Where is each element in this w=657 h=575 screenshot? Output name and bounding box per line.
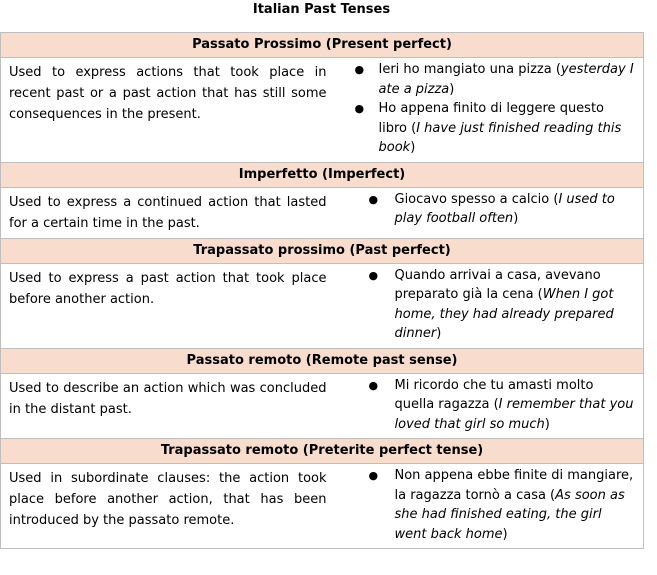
example-english: When I got home, they had already prepared dinner xyxy=(394,287,614,341)
tense-heading: Trapassato prossimo (Past perfect) xyxy=(1,238,644,263)
tense-examples xyxy=(335,373,644,439)
example-english: I have just finished reading this book xyxy=(378,120,622,155)
tense-description: Used to describe an action which was concluded in the distant past. xyxy=(1,373,335,439)
example-english: I used to play football often xyxy=(394,191,615,226)
tense-description: Used to express a past action that took place before another action. xyxy=(1,263,335,348)
example-close: ) xyxy=(449,81,455,97)
example-italian: Ho appena finito di leggere questo libro ( xyxy=(378,101,605,136)
tense-description: Used to express a continued action that lasted for a certain time in the past. xyxy=(1,187,335,238)
example-item xyxy=(335,466,636,544)
example-item xyxy=(335,376,636,435)
bullet-icon: ● xyxy=(368,378,379,392)
bullet-icon: ● xyxy=(354,63,365,76)
example-close: ) xyxy=(436,326,442,341)
bullet-icon: ● xyxy=(368,469,379,482)
example-english: As soon as she had finished eating, the girl went back home xyxy=(394,487,625,542)
tense-description: Used to express actions that took place in recent past or a past action that has still some consequences in the present. xyxy=(1,58,335,163)
example-list xyxy=(335,190,636,229)
tense-examples xyxy=(335,58,644,163)
bullet-icon: ● xyxy=(368,192,379,206)
example-close: ) xyxy=(544,416,550,432)
tense-heading-row xyxy=(1,162,644,187)
example-italian: Non appena ebbe finite di mangiare, la ragazza tornò a casa ( xyxy=(394,468,634,503)
bullet-icon: ● xyxy=(354,102,365,115)
tense-examples xyxy=(335,187,644,238)
example-english: I remember that you loved that girl so much xyxy=(394,397,634,432)
example-italian: Mi ricordo che tu amasti molto quella ragazza ( xyxy=(394,377,594,412)
example-close: ) xyxy=(502,526,508,542)
example-list xyxy=(335,376,636,435)
tense-heading-row xyxy=(1,439,644,464)
tense-description: Used in subordinate clauses: the action took place before another action, that has been introduced by the passato remote. xyxy=(1,464,335,549)
document-title: Italian Past Tenses xyxy=(252,2,391,17)
example-close: ) xyxy=(513,211,519,226)
example-list xyxy=(335,266,636,344)
tense-heading: Passato Prossimo (Present perfect) xyxy=(1,33,644,58)
example-item xyxy=(335,99,636,158)
example-item xyxy=(335,266,636,344)
example-item xyxy=(335,190,636,229)
tense-examples xyxy=(335,464,644,549)
example-list xyxy=(335,466,636,544)
example-italian: Ieri ho mangiato una pizza ( xyxy=(378,62,561,77)
tense-heading-row xyxy=(1,348,644,373)
tense-examples xyxy=(335,263,644,348)
tense-heading-row xyxy=(1,238,644,263)
tense-content-row xyxy=(1,373,644,439)
tense-content-row xyxy=(1,187,644,238)
example-english: yesterday I ate a pizza xyxy=(378,62,634,97)
bullet-icon: ● xyxy=(368,268,379,282)
tense-content-row xyxy=(1,58,644,163)
tense-content-row xyxy=(1,263,644,348)
example-item xyxy=(335,60,636,99)
example-list xyxy=(335,60,636,158)
tense-heading: Trapassato remoto (Preterite perfect tense) xyxy=(1,439,644,464)
tense-heading-row xyxy=(1,33,644,58)
tense-heading: Imperfetto (Imperfect) xyxy=(1,162,644,187)
tense-heading: Passato remoto (Remote past sense) xyxy=(1,348,644,373)
example-italian: Giocavo spesso a calcio ( xyxy=(394,191,559,207)
tenses-table xyxy=(0,32,644,549)
example-close: ) xyxy=(410,140,416,155)
tense-content-row xyxy=(1,464,644,549)
example-italian: Quando arrivai a casa, avevano preparato già la cena ( xyxy=(394,267,601,302)
